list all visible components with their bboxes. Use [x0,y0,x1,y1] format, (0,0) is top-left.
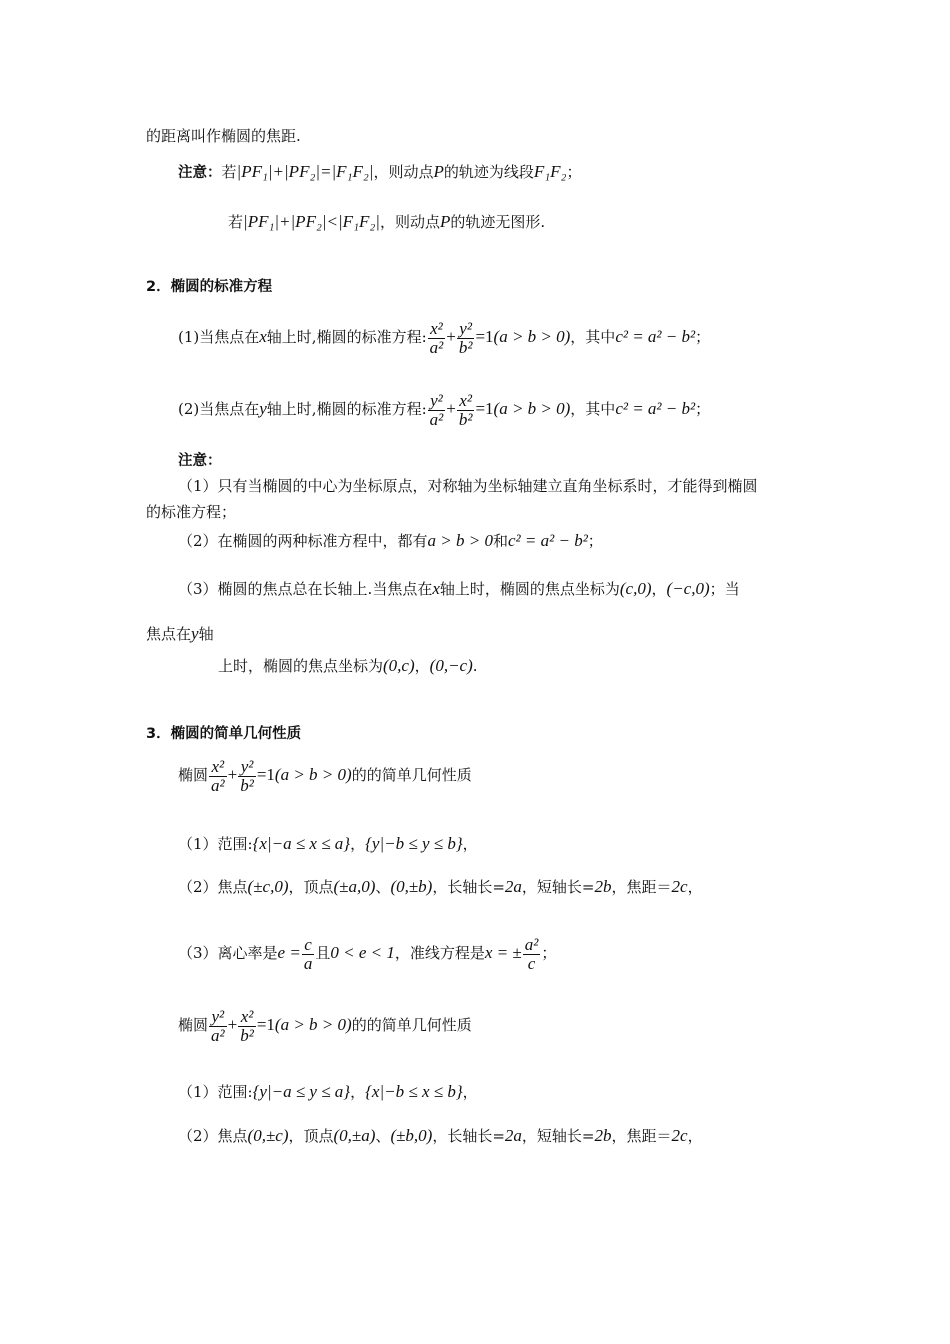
note-item-1-line-1: （1）只有当椭圆的中心为坐标原点，对称轴为坐标轴建立直角坐标系时，才能得到椭圆 [178,477,758,495]
fraction: $\frac{\text{y²}}{\text{a²}}$ [429,390,444,429]
note-1-line: 注意：若|PF₁|+|PF₂|=|F₁F₂|，则动点P的轨迹为线段F₁F₂； [178,162,582,181]
note-2-formula: |PF₁|+|PF₂|<|F₁F₂| [243,212,380,231]
ellipse-1-eccentricity: （3）离心率是e = $\frac{c}{a}$ 且0 < e < 1，准线方程是x = ± $\frac{\text{a²}}{c}$ ； [178,934,557,973]
ellipse-1-foci: （2）焦点(±c,0)，顶点(±a,0)、(0,±b)，长轴长=2a，短轴长=2b，焦距＝2c， [178,877,703,896]
fraction: $\frac{\text{x²}}{\text{a²}}$ [211,756,225,795]
section-2-heading: 2．椭圆的标准方程 [146,279,273,295]
note-2-line: 若|PF₁|+|PF₂|<|F₁F₂|，则动点P的轨迹无图形. [228,212,546,231]
fraction: $\frac{\text{y²}}{\text{b²}}$ [458,318,473,357]
note-item-1-line-2: 的标准方程； [146,503,237,521]
note-item-3-line-1: （3）椭圆的焦点总在长轴上.当焦点在x轴上时，椭圆的焦点坐标为(c,0)，(−c,0)；当 [178,579,740,598]
fraction: $\frac{\text{y²}}{\text{a²}}$ [211,1006,225,1045]
fraction: $\frac{c}{a}$ [303,934,313,973]
section-2-item-1: (1)当焦点在x轴上时,椭圆的标准方程: $\frac{\text{x²}}{\text{a²}}$ + $\frac{\text{y²}}{\text{b²}}$ =1(a > b > 0)，其中c² = a² − b²； [178,318,711,357]
section-2-item-2: (2)当焦点在y轴上时,椭圆的标准方程: $\frac{\text{y²}}{\text{a²}}$ + $\frac{\text{x²}}{\text{b²}}$ =1(a > b > 0)，其中c² = a² − b²； [178,390,711,429]
note-item-3-line-3: 上时，椭圆的焦点坐标为(0,c)，(0,−c). [218,656,478,675]
fraction: $\frac{\text{x²}}{\text{b²}}$ [240,1006,254,1045]
section-3-heading: 3．椭圆的简单几何性质 [146,726,302,742]
note-item-2: （2）在椭圆的两种标准方程中，都有a > b > 0和c² = a² − b²； [178,531,603,550]
ellipse-2-properties-title: 椭圆 $\frac{\text{y²}}{\text{a²}}$ + $\frac{\text{x²}}{\text{b²}}$ =1(a > b > 0)的的简单几何性质 [178,1006,472,1045]
note-label: 注意： [178,165,222,181]
fraction: $\frac{\text{y²}}{\text{b²}}$ [240,756,254,795]
section-2-note-label: 注意： [178,453,222,469]
fraction: $\frac{\text{x²}}{\text{a²}}$ [429,318,444,357]
ellipse-1-range: （1）范围:{x|−a ≤ x ≤ a}，{y|−b ≤ y ≤ b}， [178,834,478,853]
ellipse-2-range: （1）范围:{y|−a ≤ y ≤ a}，{x|−b ≤ x ≤ b}， [178,1082,478,1101]
fraction: $\frac{\text{a²}}{c}$ [524,934,539,973]
intro-line: 的距离叫作椭圆的焦距. [146,127,301,145]
fraction: $\frac{\text{x²}}{\text{b²}}$ [458,390,473,429]
note-item-3-line-2: 焦点在y轴 [146,624,214,643]
ellipse-2-foci: （2）焦点(0,±c)，顶点(0,±a)、(±b,0)，长轴长=2a，短轴长=2b，焦距＝2c， [178,1126,703,1145]
note-1-formula: |PF₁|+|PF₂|=|F₁F₂| [236,162,374,181]
ellipse-1-properties-title: 椭圆 $\frac{\text{x²}}{\text{a²}}$ + $\frac{\text{y²}}{\text{b²}}$ =1(a > b > 0)的的简单几何性质 [178,756,472,795]
